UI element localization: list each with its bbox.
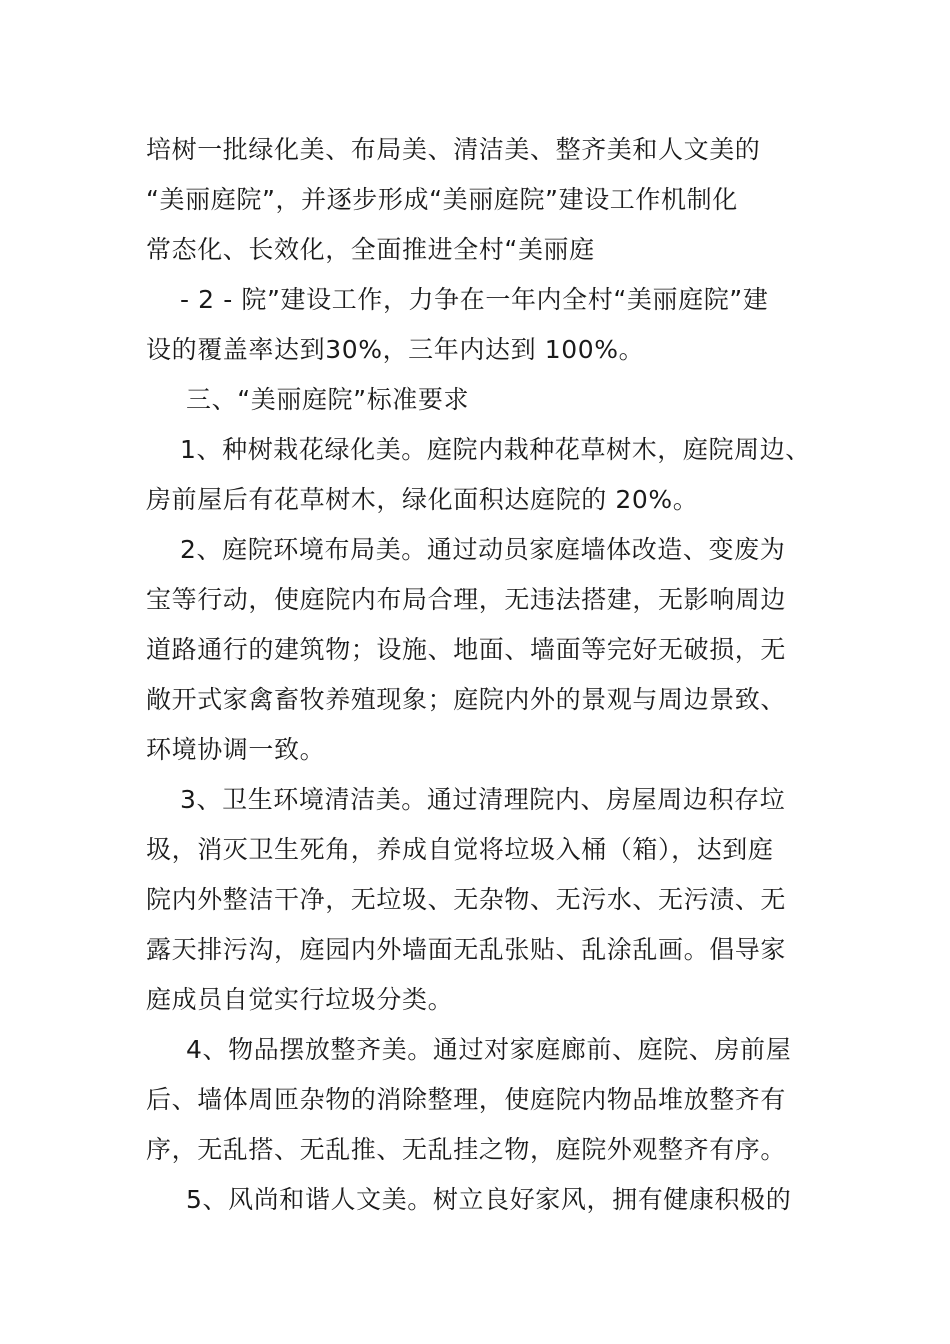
body-line: 序，无乱搭、无乱推、无乱挂之物，庭院外观整齐有序。 (146, 1135, 787, 1164)
body-line: 院内外整洁干净，无垃圾、无杂物、无污水、无污渍、无 (146, 885, 787, 914)
list-item-1: 1、种树栽花绿化美。庭院内栽种花草树木，庭院周边、 (180, 435, 811, 464)
body-line: 宝等行动，使庭院内布局合理，无违法搭建，无影响周边 (146, 585, 787, 614)
body-line: 设的覆盖率达到30%，三年内达到 100%。 (146, 335, 645, 364)
page-number-line: - 2 - 院”建设工作，力争在一年内全村“美丽庭院”建 (180, 285, 769, 314)
section-heading: 三、“美丽庭院”标准要求 (186, 385, 470, 414)
body-line: 庭成员自觉实行垃圾分类。 (146, 985, 454, 1014)
list-item-3: 3、卫生环境清洁美。通过清理院内、房屋周边积存垃 (180, 785, 786, 814)
body-line: 圾，消灭卫生死角，养成自觉将垃圾入桶（箱），达到庭 (146, 835, 774, 864)
body-line: 露天排污沟，庭园内外墙面无乱张贴、乱涂乱画。倡导家 (146, 935, 787, 964)
body-line: 环境协调一致。 (146, 735, 326, 764)
list-item-2: 2、庭院环境布局美。通过动员家庭墙体改造、变废为 (180, 535, 786, 564)
body-line: 常态化、长效化，全面推进全村“美丽庭 (146, 235, 595, 264)
body-line: 培树一批绿化美、布局美、清洁美、整齐美和人文美的 (146, 135, 761, 164)
body-line: 房前屋后有花草树木，绿化面积达庭院的 20%。 (146, 485, 699, 514)
body-line: 后、墙体周匝杂物的消除整理，使庭院内物品堆放整齐有 (146, 1085, 787, 1114)
body-line: 道路通行的建筑物；设施、地面、墙面等完好无破损，无 (146, 635, 787, 664)
list-item-4: 4、物品摆放整齐美。通过对家庭廊前、庭院、房前屋 (186, 1035, 792, 1064)
list-item-5: 5、风尚和谐人文美。树立良好家风，拥有健康积极的 (186, 1185, 792, 1214)
body-line: “美丽庭院”，并逐步形成“美丽庭院”建设工作机制化 (146, 185, 738, 214)
body-line: 敞开式家禽畜牧养殖现象；庭院内外的景观与周边景致、 (146, 685, 787, 714)
